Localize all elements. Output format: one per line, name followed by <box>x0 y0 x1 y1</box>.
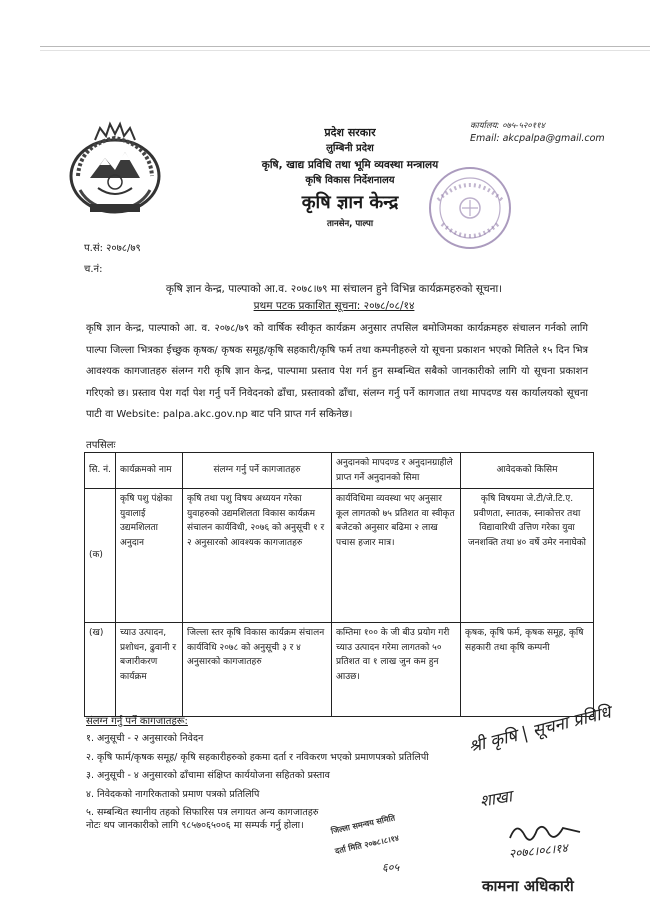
top-rule <box>40 46 650 47</box>
row-documents: कृषि तथा पशु विषय अध्ययन गरेका युवाहरुको उद्यमशिलता विकास कार्यक्रम संचालन कार्यविधी, २०७६ को अनुसूची १ र २ अनुसारको आवश्यक कागजातहरु <box>183 489 332 623</box>
table-header-row <box>85 453 594 489</box>
header-directorate: कृषि विकास निर्देशनालय <box>305 175 395 186</box>
contact-note: नोटः थप जानकारीको लागि ९८५७०६५००६ मा सम्पर्क गर्नु होला। <box>86 820 304 831</box>
registration-stamp <box>330 813 440 878</box>
row-criteria: कार्यविधिमा व्यवस्था भए अनुसार कूल लागतको ७५ प्रतिशत वा स्वीकृत बजेटको अनुसार बढिमा २ लाख पचास हजार मात्र। <box>332 489 461 623</box>
header-office-name: कृषि ज्ञान केन्द्र <box>301 192 399 213</box>
stamp-line-1: जिल्ला समन्वय समिति <box>330 813 396 836</box>
row-criteria: कम्तिमा १०० के जी बीउ प्रयोग गरी च्याउ उत्पादन गरेमा लागतको ५० प्रतिशत वा १ लाख जुन कम हुन आउछ। <box>332 623 461 717</box>
notice-body: कृषि ज्ञान केन्द्र, पाल्पाको आ. व. २०७८/७९ को वार्षिक स्वीकृत कार्यक्रम अनुसार तपसिल बमोजिमका कार्यक्रमहरु संचालन गर्नको लागि पाल्पा जिल्ला भित्रका ईच्छुक कृषक/ कृषक समूह/कृषि सहकारी/कृषि फर्म तथा कम्पनीहरुले यो सूचना प्रकाशन भएको मितिले १५ दिन भित्र आवश्यक कागजातहरु संलग्न गरी कृषि ज्ञान केन्द्र, पाल्पामा प्रस्ताव पेश गर्न हुन सम्बन्धित सबैको जानकारीको लागि यो सूचना प्रकाशन गरिएको छ। प्रस्ताव पेश गर्दा पेश गर्नु पर्ने निवेदनको ढाँचा, प्रस्तावको ढाँचा, संलग्न गर्नु पर्ने कागजात तथा मापदण्ड यस कार्यालयको सूचना पाटी वा Website: palpa.akc.gov.np बाट पनि प्राप्त गर्न सकिनेछ। <box>86 323 588 420</box>
notice-publication-date: प्रथम पटक प्रकाशित सूचना: २०७८/०८/१४ <box>253 300 415 312</box>
list-item: १. अनुसूची - २ अनुसारको निवेदन <box>86 733 204 744</box>
table-row <box>85 623 594 717</box>
row-program: कृषि पशु पंक्षेका युवालाई उद्यमशिलता अनुदान <box>116 489 183 623</box>
list-item: ४. निवेदकको नागरिकताको प्रमाण पत्रको प्रतिलिपि <box>86 788 260 800</box>
header-province: लुम्बिनी प्रदेश <box>326 143 374 154</box>
row-sn: (ख) <box>85 623 116 717</box>
header-program: कार्यक्रमको नाम <box>116 453 183 489</box>
row-applicant: कृषक, कृषि फर्म, कृषक समूह, कृषि सहकारी तथा कृषि कम्पनी <box>461 623 594 717</box>
documents-title: संलग्न गर्नु पर्ने कागजातहरू: <box>86 716 188 727</box>
header-criteria: अनुदानको मापदण्ड र अनुदानग्राहीले प्राप्त गर्ने अनुदानको सिमा <box>332 453 461 489</box>
row-applicant: कृषि विषयमा जे.टी/जे.टि.ए. प्रवीणता, स्नातक, स्नाकोत्तर तथा विद्यावारिधी उत्तिण गरेका युवा जनशक्ति तथा ४० वर्षे उमेर ननाघेको <box>461 489 594 623</box>
row-program: च्याउ उत्पादन, प्रशोधन, ढुवानी र बजारीकरण कार्यक्रम <box>116 623 183 717</box>
office-phone: कार्यालय: ०७५-५२०११४ <box>470 121 545 131</box>
header-documents: संलग्न गर्नु पर्ने कागजातहरु <box>183 453 332 489</box>
top-rule-secondary <box>40 50 650 51</box>
notice-publication-line <box>84 299 584 313</box>
header-location: तानसेन, पाल्पा <box>326 219 374 229</box>
table-row <box>85 489 594 623</box>
header-government: प्रदेश सरकार <box>324 126 376 139</box>
documents-list <box>86 730 429 823</box>
office-seal-icon <box>420 160 520 260</box>
handwritten-section: शाखा <box>478 786 514 811</box>
signature-title: कामना अधिकारी <box>482 877 574 895</box>
handwritten-date: २०७८।०८।१४ <box>508 840 569 861</box>
header-ministry: कृषि, खाद्य प्रविधि तथा भूमि व्यवस्था मन्त्रालय <box>261 159 439 171</box>
row-sn: (क) <box>85 489 116 623</box>
header-applicant: आवेदकको किसिम <box>461 453 594 489</box>
dispatch-number: च.नं: <box>84 264 103 275</box>
handwritten-forward-note: श्री कृषि | सूचना प्रविधि <box>466 702 613 758</box>
government-emblem-icon <box>60 120 170 218</box>
notice-subject: कृषि ज्ञान केन्द्र, पाल्पाको आ.व. २०७८।७९ मा संचालन हुने विभिन्न कार्यक्रमहरुको सूचना। <box>165 283 503 295</box>
row-documents: जिल्ला स्तर कृषि विकास कार्यक्रम संचालन कार्यविधि २०७८ को अनुसूची ३ र ४ अनुसारको कागजातहरु <box>183 623 332 717</box>
office-email: Email: akcpalpa@gmail.com <box>470 133 605 144</box>
list-item: ५. सम्बन्धित स्थानीय तहको सिफारिस पत्र लगायत अन्य कागजातहरु <box>86 807 319 818</box>
stamp-number: ६०५ <box>382 861 400 874</box>
program-table <box>84 452 594 717</box>
header-sn: सि. नं. <box>85 453 116 489</box>
details-label: तपसिलः <box>86 440 116 451</box>
list-item: ३. अनुसूची - ४ अनुसारको ढाँचामा संक्षिप्त कार्ययोजना सहितको प्रस्ताव <box>86 770 330 781</box>
letter-number: प.सं: २०७८/७९ <box>84 243 141 254</box>
list-item: २. कृषि फार्म/कृषक समूह/ कृषि सहकारीहरुको हकमा दर्ता र नविकरण भएको प्रमाणपत्रको प्रतिलिपी <box>86 751 429 763</box>
stamp-line-2: दर्ता मिति २०७८।८।१४ <box>334 833 400 856</box>
